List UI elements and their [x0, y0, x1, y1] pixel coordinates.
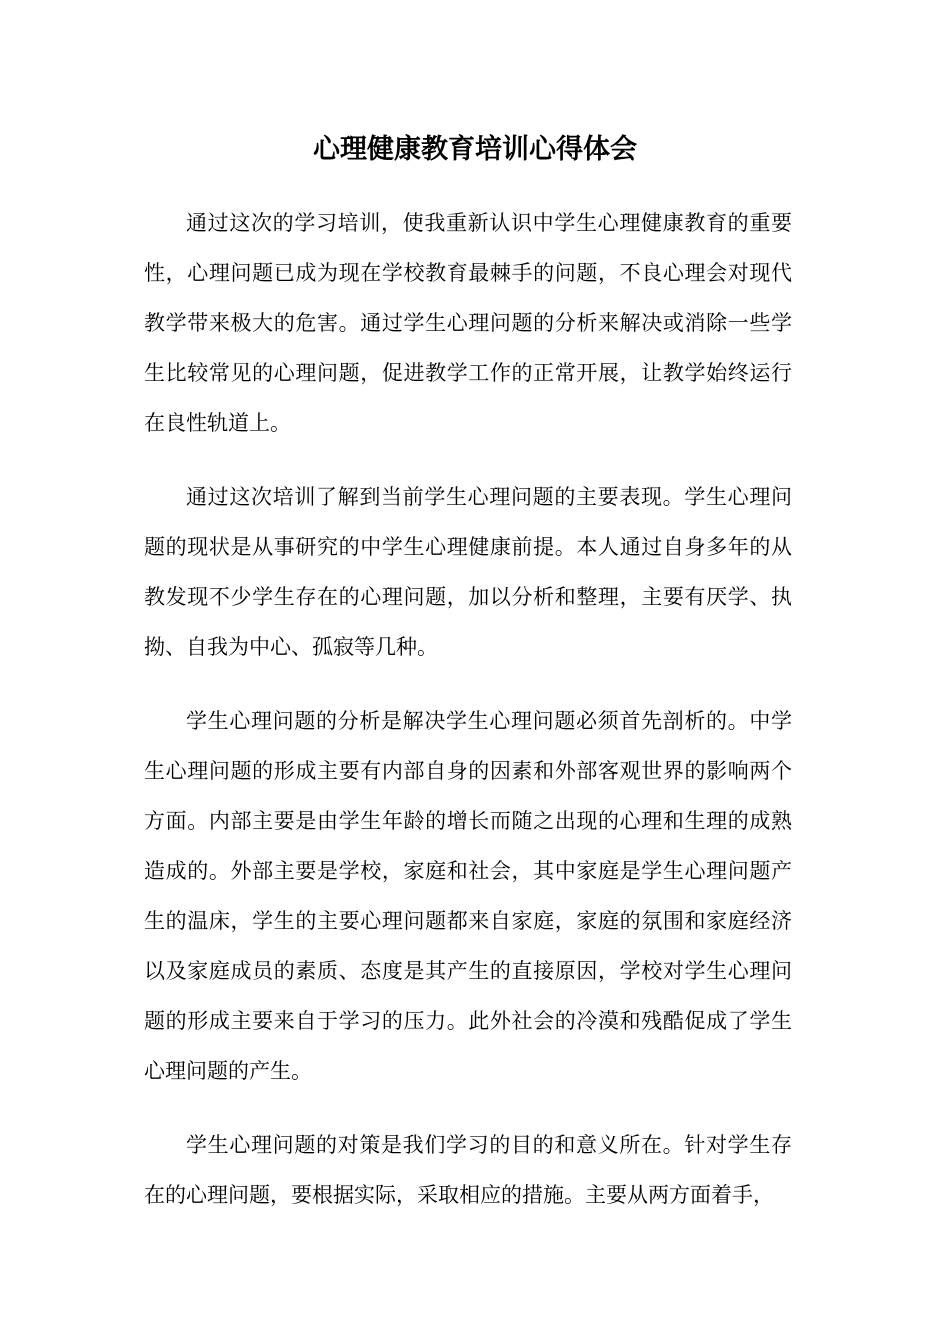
document-title: 心理健康教育培训心得体会	[313, 134, 637, 165]
paragraph-3: 学生心理问题的分析是解决学生心理问题必须首先剖析的。中学生心理问题的形成主要有内部自身的因素和外部客观世界的影响两个方面。内部主要是由学生年龄的增长而随之出现的心理和生理的成熟造成的。外部主要是学校，家庭和社会，其中家庭是学生心理问题产生的温床，学生的主要心理问题都来自家庭，家庭的氛围和家庭经济以及家庭成员的素质、态度是其产生的直接原因，学校对学生心理问题的形成主要来自于学习的压力。此外社会的冷漠和残酷促成了学生心理问题的产生。	[144, 709, 792, 1083]
document-body	[144, 198, 792, 1244]
paragraph-1: 通过这次的学习培训，使我重新认识中学生心理健康教育的重要性，心理问题已成为现在学校教育最棘手的问题，不良心理会对现代教学带来极大的危害。通过学生心理问题的分析来解决或消除一些学生比较常见的心理问题，促进教学工作的正常开展，让教学始终运行在良性轨道上。	[144, 211, 792, 435]
paragraph-2: 通过这次培训了解到当前学生心理问题的主要表现。学生心理问题的现状是从事研究的中学生心理健康前提。本人通过自身多年的从教发现不少学生存在的心理问题，加以分析和整理，主要有厌学、执拗、自我为中心、孤寂等几种。	[144, 485, 792, 659]
paragraph-4: 学生心理问题的对策是我们学习的目的和意义所在。针对学生存在的心理问题，要根据实际，采取相应的措施。主要从两方面着手，	[144, 1133, 792, 1207]
